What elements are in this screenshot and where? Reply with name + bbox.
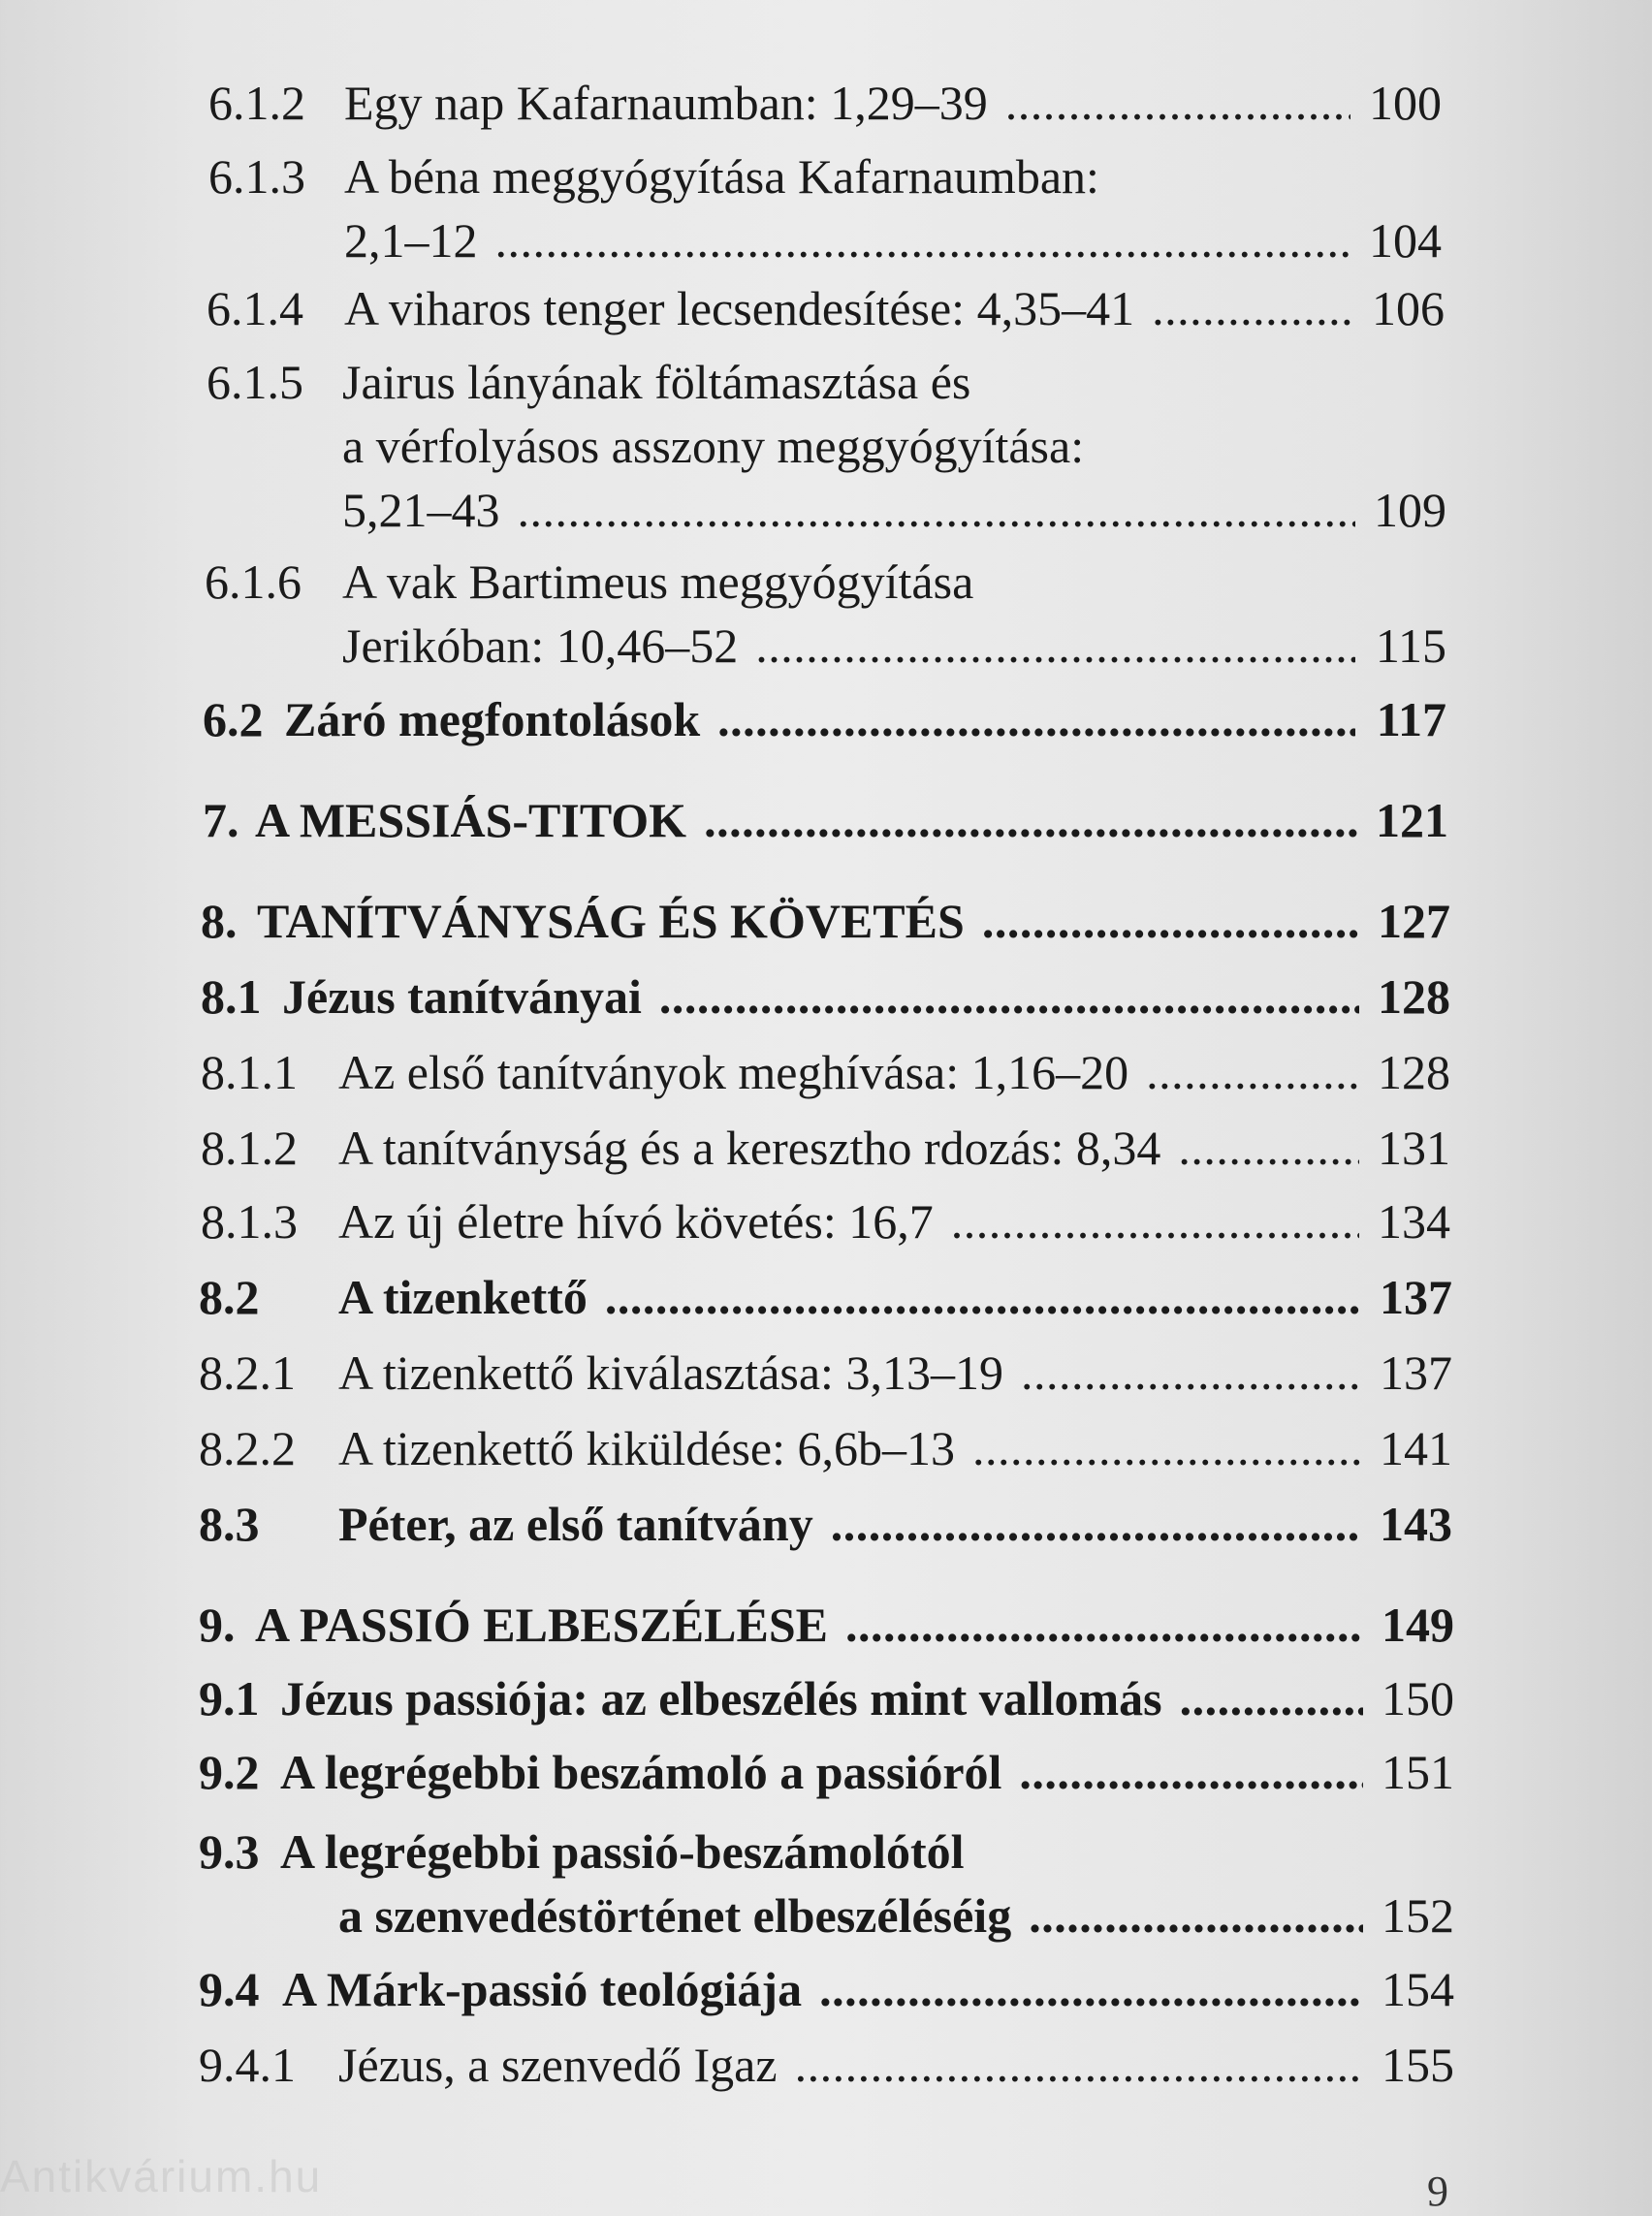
chapter-number: 7. <box>203 793 239 847</box>
entry-page: 115 <box>1375 618 1446 673</box>
entry-page: 106 <box>1372 281 1445 335</box>
entry-page: 152 <box>1382 1888 1454 1943</box>
chapter-title: TANÍTVÁNYSÁG ÉS KÖVETÉS <box>257 894 965 948</box>
entry-title-cont: 2,1–12 <box>344 213 478 268</box>
entry-title: Az első tanítványok meghívása: 1,16–20 <box>338 1045 1129 1099</box>
leader-dots <box>951 1192 1359 1250</box>
page-folio: 9 <box>1427 2168 1448 2215</box>
entry-page: 128 <box>1378 1045 1450 1099</box>
leader-dots <box>1021 1344 1361 1402</box>
entry-title: Az új életre hívó követés: 16,7 <box>338 1194 934 1249</box>
entry-page: 104 <box>1369 213 1442 268</box>
entry-number: 8.2.2 <box>199 1421 296 1475</box>
entry-title: Jézus, a szenvedő Igaz <box>338 2038 778 2092</box>
entry-page: 151 <box>1382 1745 1454 1799</box>
entry-page: 134 <box>1378 1194 1450 1249</box>
leader-dots <box>1029 1886 1363 1945</box>
entry-page: 131 <box>1378 1121 1450 1175</box>
entry-number: 8.2.1 <box>199 1345 296 1400</box>
entry-title: A Márk-passió teológiája <box>282 1962 803 2016</box>
entry-number: 8.3 <box>199 1497 260 1551</box>
entry-title: A vak Bartimeus meggyógyítása <box>342 554 974 609</box>
entry-number: 9.1 <box>199 1671 260 1725</box>
leader-dots <box>795 2036 1363 2094</box>
entry-title: Jézus passiója: az elbeszélés mint vallomás <box>280 1671 1162 1725</box>
leader-dots <box>1152 279 1353 337</box>
entry-page: 137 <box>1380 1345 1452 1400</box>
entry-title: A legrégebbi beszámoló a passióról <box>280 1745 1002 1799</box>
chapter-title: A MESSIÁS-TITOK <box>255 793 687 847</box>
entry-number: 6.1.2 <box>208 76 305 130</box>
entry-title-cont: Jerikóban: 10,46–52 <box>342 618 739 673</box>
entry-number: 8.1.1 <box>201 1045 298 1099</box>
leader-dots <box>819 1960 1363 2018</box>
entry-page: 137 <box>1380 1270 1452 1324</box>
entry-number: 6.2 <box>203 692 264 746</box>
watermark: Antikvárium.hu <box>0 2151 323 2201</box>
leader-dots <box>605 1268 1361 1326</box>
entry-title: A tizenkettő <box>338 1270 588 1324</box>
entry-page: 128 <box>1378 969 1450 1024</box>
entry-page: 150 <box>1382 1671 1454 1725</box>
leader-dots <box>495 211 1351 269</box>
entry-title: A viharos tenger lecsendesítése: 4,35–41 <box>344 281 1135 335</box>
leader-dots <box>704 791 1357 849</box>
entry-number: 9.2 <box>199 1745 260 1799</box>
entry-number: 8.1.2 <box>201 1121 298 1175</box>
entry-title: Záró megfontolások <box>284 692 701 746</box>
entry-number: 8.1.3 <box>201 1194 298 1249</box>
entry-page: 117 <box>1376 692 1446 746</box>
entry-number: 6.1.6 <box>205 554 302 609</box>
entry-page: 149 <box>1382 1598 1454 1652</box>
entry-title: A béna meggyógyítása Kafarnaumban: <box>344 149 1099 204</box>
leader-dots <box>518 481 1356 539</box>
leader-dots <box>982 892 1359 950</box>
leader-dots <box>1178 1119 1359 1177</box>
entry-title-cont: a vérfolyásos asszony meggyógyítása: <box>342 419 1085 473</box>
entry-page: 100 <box>1369 76 1442 130</box>
entry-title: A tizenkettő kiküldése: 6,6b–13 <box>338 1421 956 1475</box>
chapter-number: 9. <box>199 1598 236 1652</box>
entry-page: 155 <box>1382 2038 1454 2092</box>
leader-dots <box>1019 1743 1363 1801</box>
entry-title: A tizenkettő kiválasztása: 3,13–19 <box>338 1345 1003 1400</box>
leader-dots <box>659 967 1359 1026</box>
entry-title: A legrégebbi passió-beszámolótól <box>280 1824 965 1879</box>
leader-dots <box>1146 1043 1359 1101</box>
leader-dots <box>831 1495 1361 1553</box>
leader-dots <box>717 690 1355 748</box>
entry-title: Jairus lányának föltámasztása és <box>342 355 971 409</box>
leader-dots <box>845 1596 1363 1654</box>
entry-page: 154 <box>1382 1962 1454 2016</box>
entry-title: Egy nap Kafarnaumban: 1,29–39 <box>344 76 988 130</box>
entry-number: 9.3 <box>199 1824 260 1879</box>
entry-title: Jézus tanítványai <box>282 969 642 1024</box>
entry-number: 8.2 <box>199 1270 260 1324</box>
entry-number: 8.1 <box>201 969 262 1024</box>
entry-title-cont: a szenvedéstörténet elbeszéléséig <box>338 1888 1012 1943</box>
entry-number: 6.1.4 <box>206 281 303 335</box>
entry-page: 127 <box>1378 894 1450 948</box>
leader-dots <box>1005 74 1350 132</box>
chapter-title: A PASSIÓ ELBESZÉLÉSE <box>255 1598 829 1652</box>
entry-title: Péter, az első tanítvány <box>338 1497 813 1551</box>
entry-title-cont: 5,21–43 <box>342 483 500 537</box>
leader-dots <box>1180 1669 1363 1727</box>
entry-number: 6.1.3 <box>208 149 305 204</box>
entry-page: 141 <box>1380 1421 1452 1475</box>
entry-page: 143 <box>1380 1497 1452 1551</box>
entry-page: 121 <box>1376 793 1448 847</box>
chapter-number: 8. <box>201 894 238 948</box>
entry-number: 9.4.1 <box>199 2038 296 2092</box>
entry-page: 109 <box>1374 483 1446 537</box>
entry-title: A tanítványság és a keresztho rdozás: 8,34 <box>338 1121 1161 1175</box>
leader-dots <box>972 1419 1361 1477</box>
leader-dots <box>755 617 1355 675</box>
entry-number: 6.1.5 <box>206 355 303 409</box>
entry-number: 9.4 <box>199 1962 260 2016</box>
